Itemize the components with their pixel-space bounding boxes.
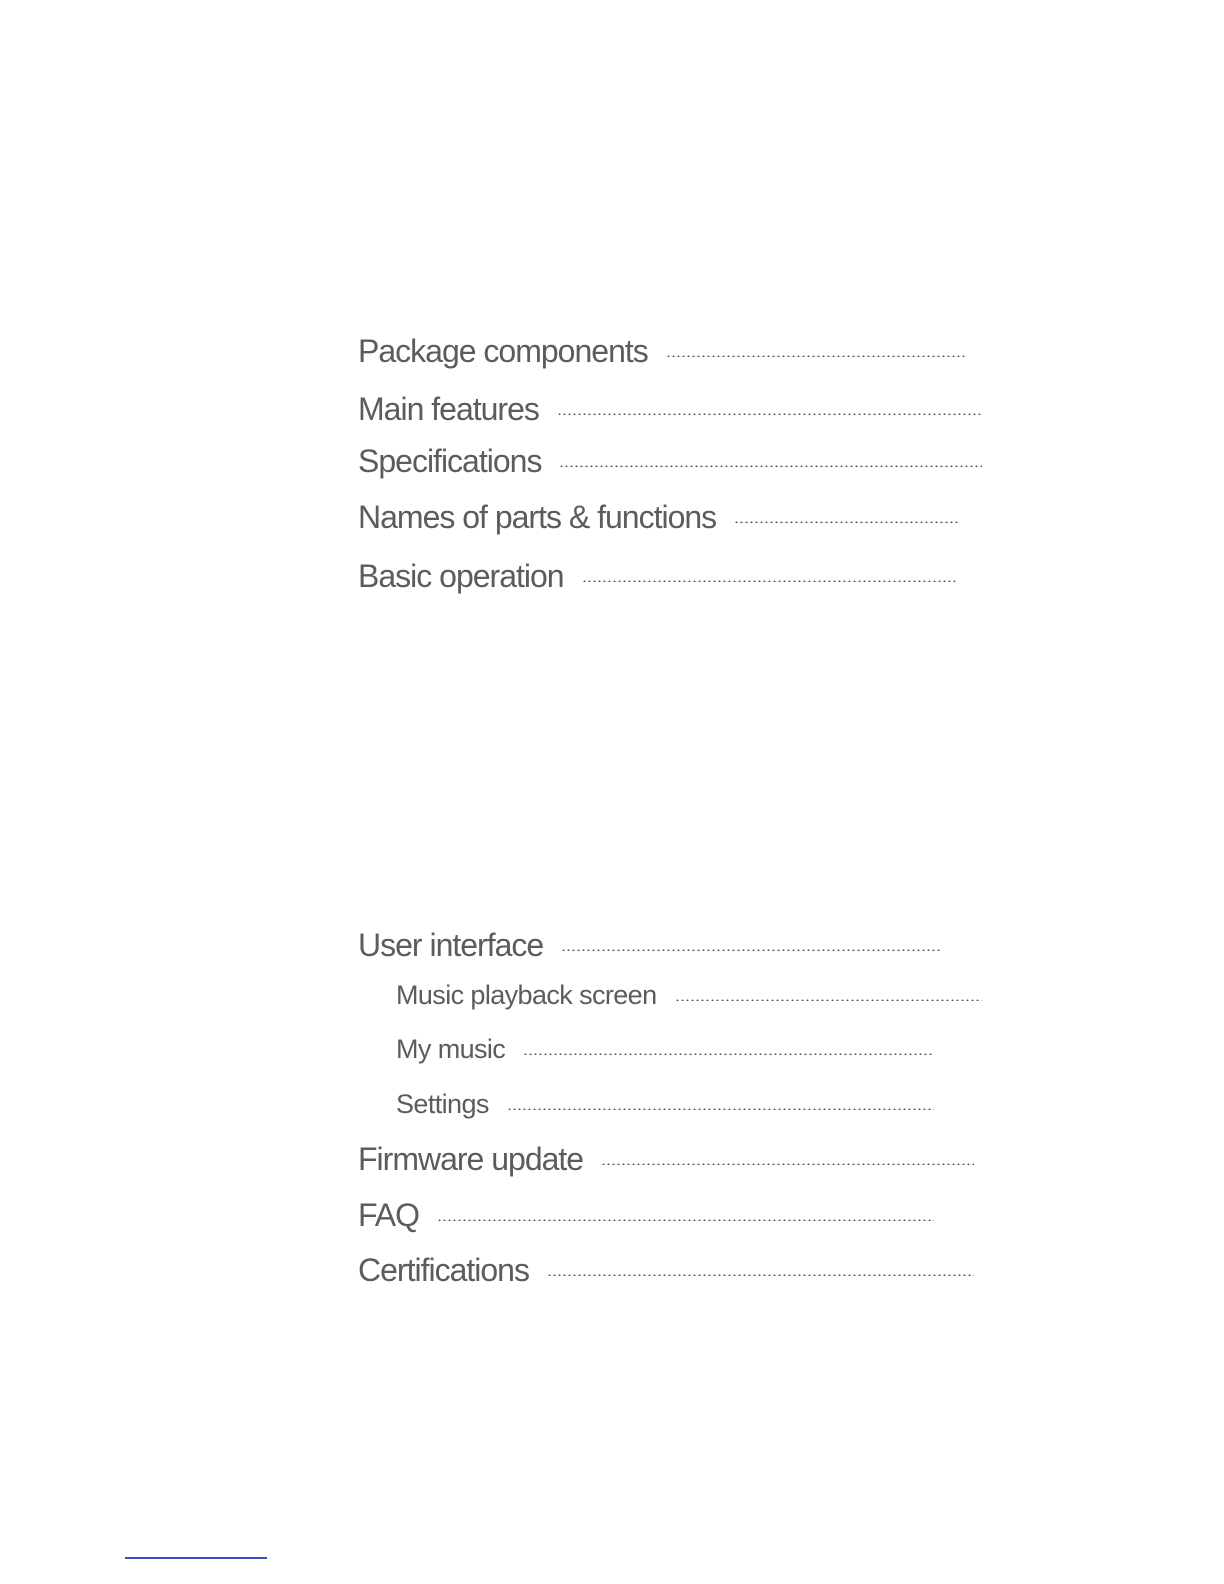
dot-leader [601,1163,974,1165]
footer-rule [125,1557,267,1559]
dot-leader [547,1274,974,1276]
toc-entry-faq[interactable] [358,1197,934,1234]
toc-entry-title: Package components [358,333,648,369]
toc-entry-title: FAQ [358,1197,420,1233]
dot-leader [734,521,958,523]
toc-entry-basic-operation[interactable] [358,558,958,595]
toc-entry-main-features[interactable] [358,391,982,428]
dot-leader [666,355,966,357]
toc-entry-names-of-parts[interactable] [358,499,958,536]
toc-entry-title: My music [396,1034,506,1064]
toc-entry-certifications[interactable] [358,1252,974,1289]
toc-entry-package-components[interactable] [358,333,966,370]
toc-entry-specifications[interactable] [358,443,982,480]
toc-entry-user-interface[interactable] [358,927,942,964]
dot-leader [582,580,958,582]
toc-entry-title: Firmware update [358,1141,584,1177]
dot-leader [675,999,982,1001]
dot-leader [557,413,982,415]
toc-entry-title: Specifications [358,443,542,479]
dot-leader [561,949,942,951]
toc-entry-my-music[interactable] [396,1034,934,1065]
dot-leader [559,465,982,467]
dot-leader [507,1108,934,1110]
toc-entry-music-playback-screen[interactable] [396,980,982,1011]
toc-entry-title: Main features [358,391,539,427]
toc-entry-settings[interactable] [396,1089,934,1120]
toc-entry-title: Settings [396,1089,489,1119]
toc-entry-title: Music playback screen [396,980,657,1010]
toc-entry-title: Basic operation [358,558,564,594]
dot-leader [437,1219,934,1221]
toc-entry-title: Names of parts & functions [358,499,717,535]
toc-entry-title: Certifications [358,1252,529,1288]
dot-leader [523,1053,934,1055]
toc-entry-firmware-update[interactable] [358,1141,974,1178]
toc-entry-title: User interface [358,927,544,963]
